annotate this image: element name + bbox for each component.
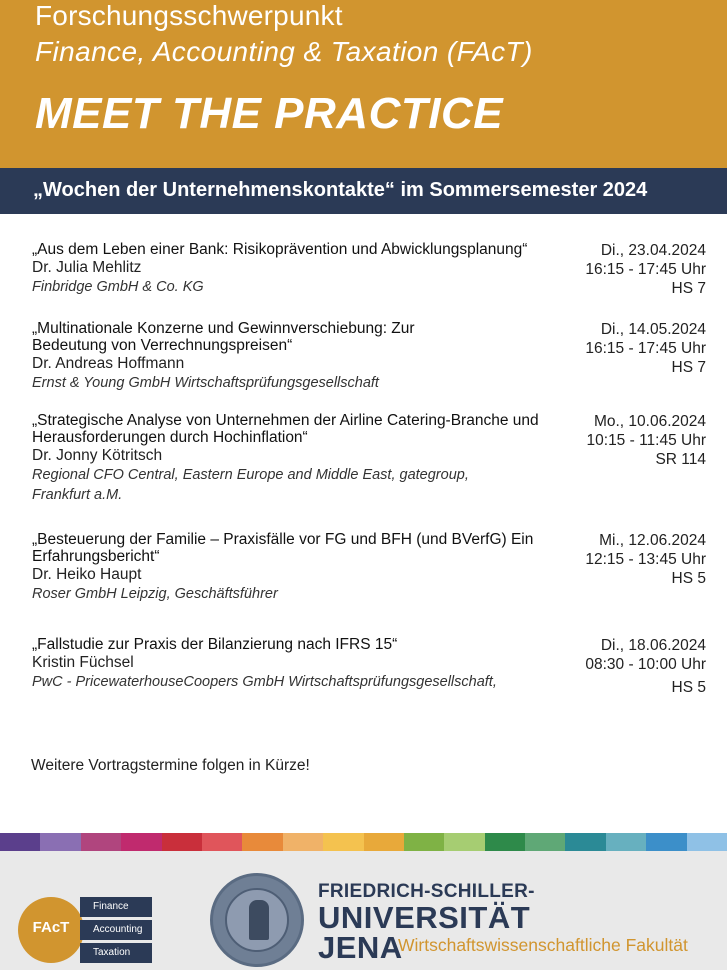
university-seal-icon xyxy=(210,873,304,967)
color-stripe xyxy=(202,833,242,851)
seal-figure xyxy=(249,900,269,940)
event-room: HS 5 xyxy=(671,679,706,696)
event-speaker: Dr. Jonny Kötritsch xyxy=(32,447,163,464)
event-details xyxy=(32,320,432,393)
event-time: 16:15 - 17:45 Uhr xyxy=(585,340,706,357)
event-time: 08:30 - 10:00 Uhr xyxy=(585,656,706,673)
event-speaker: Dr. Andreas Hoffmann xyxy=(32,355,185,372)
color-stripe-bar xyxy=(0,833,727,851)
event-organization: Roser GmbH Leipzig, Geschäftsführer xyxy=(32,586,278,602)
color-stripe xyxy=(40,833,80,851)
event-room: HS 7 xyxy=(671,359,706,376)
fact-line-taxation: Taxation xyxy=(80,943,152,963)
event-time: 12:15 - 13:45 Uhr xyxy=(585,551,706,568)
research-focus-label: Forschungsschwerpunkt xyxy=(35,0,343,31)
color-stripe xyxy=(606,833,646,851)
fact-line-finance: Finance xyxy=(80,897,152,917)
color-stripe xyxy=(565,833,605,851)
event-organization: PwC - PricewaterhouseCoopers GmbH Wirtschaftsprüfungsgesellschaft, xyxy=(32,674,497,690)
event-room: HS 5 xyxy=(671,570,706,587)
event-speaker: Dr. Heiko Haupt xyxy=(32,566,142,583)
event-speaker: Kristin Füchsel xyxy=(32,654,134,671)
color-stripe xyxy=(162,833,202,851)
color-stripe xyxy=(485,833,525,851)
header-banner xyxy=(0,0,727,168)
seal-inner xyxy=(225,888,289,952)
color-stripe xyxy=(242,833,282,851)
university-name-line2: UNIVERSITÄT xyxy=(318,900,531,935)
event-title: „Strategische Analyse von Unternehmen der Airline Catering-Branche und Herausforderungen durch Hochinflation“ xyxy=(32,412,539,446)
event-time: 10:15 - 11:45 Uhr xyxy=(586,432,706,449)
color-stripe xyxy=(0,833,40,851)
color-stripe xyxy=(646,833,686,851)
color-stripe xyxy=(404,833,444,851)
color-stripe xyxy=(323,833,363,851)
color-stripe xyxy=(525,833,565,851)
event-date: Di., 14.05.2024 xyxy=(600,321,706,338)
page-title: MEET THE PRACTICE xyxy=(35,89,504,138)
fact-logo-circle xyxy=(18,897,84,963)
research-focus-name: Finance, Accounting & Taxation (FAcT) xyxy=(35,36,533,67)
footnote: Weitere Vortragstermine folgen in Kürze! xyxy=(31,757,310,774)
event-schedule xyxy=(546,241,706,298)
event-date: Di., 23.04.2024 xyxy=(600,242,706,259)
event-date: Mi., 12.06.2024 xyxy=(599,532,706,549)
event-title: „Aus dem Leben einer Bank: Risikoprävention und Abwicklungsplanung“ xyxy=(32,241,528,258)
footer xyxy=(0,851,727,970)
event-details xyxy=(32,412,557,505)
university-name-line1: FRIEDRICH-SCHILLER- xyxy=(318,881,535,902)
color-stripe xyxy=(81,833,121,851)
color-stripe xyxy=(283,833,323,851)
fact-logo-lines xyxy=(80,897,152,963)
event-room: SR 114 xyxy=(655,451,706,468)
event-title: „Fallstudie zur Praxis der Bilanzierung nach IFRS 15“ xyxy=(32,636,398,653)
fact-logo-text: FAcT xyxy=(32,919,70,936)
subtitle-bar xyxy=(0,168,727,214)
event-organization: Regional CFO Central, Eastern Europe and Middle East, gategroup, Frankfurt a.M. xyxy=(32,467,469,503)
color-stripe xyxy=(121,833,161,851)
event-time: 16:15 - 17:45 Uhr xyxy=(585,261,706,278)
color-stripe xyxy=(687,833,727,851)
event-title: „Besteuerung der Familie – Praxisfälle vor FG und BFH (und BVerfG) Ein Erfahrungsbericht“ xyxy=(32,531,534,565)
university-name-line3: JENA xyxy=(318,930,403,965)
event-organization: Ernst & Young GmbH Wirtschaftsprüfungsgesellschaft xyxy=(32,375,379,391)
event-date: Mo., 10.06.2024 xyxy=(593,413,706,430)
event-room: HS 7 xyxy=(671,280,706,297)
event-details xyxy=(32,241,577,297)
event-schedule xyxy=(546,531,706,588)
event-schedule xyxy=(546,636,706,697)
event-schedule xyxy=(546,320,706,377)
faculty-name: Wirtschaftswissenschaftliche Fakultät xyxy=(398,935,688,955)
fact-line-accounting: Accounting xyxy=(80,920,152,940)
event-date: Di., 18.06.2024 xyxy=(600,637,706,654)
subtitle: „Wochen der Unternehmenskontakte“ im Sommersemester 2024 xyxy=(33,179,648,201)
event-title: „Multinationale Konzerne und Gewinnverschiebung: Zur Bedeutung von Verrechnungspreisen“ xyxy=(32,320,415,354)
event-organization: Finbridge GmbH & Co. KG xyxy=(32,279,204,295)
event-schedule xyxy=(546,412,706,469)
event-speaker: Dr. Julia Mehlitz xyxy=(32,259,142,276)
event-details xyxy=(32,636,577,692)
event-details xyxy=(32,531,567,604)
fact-logo xyxy=(18,897,153,963)
color-stripe xyxy=(444,833,484,851)
color-stripe xyxy=(364,833,404,851)
